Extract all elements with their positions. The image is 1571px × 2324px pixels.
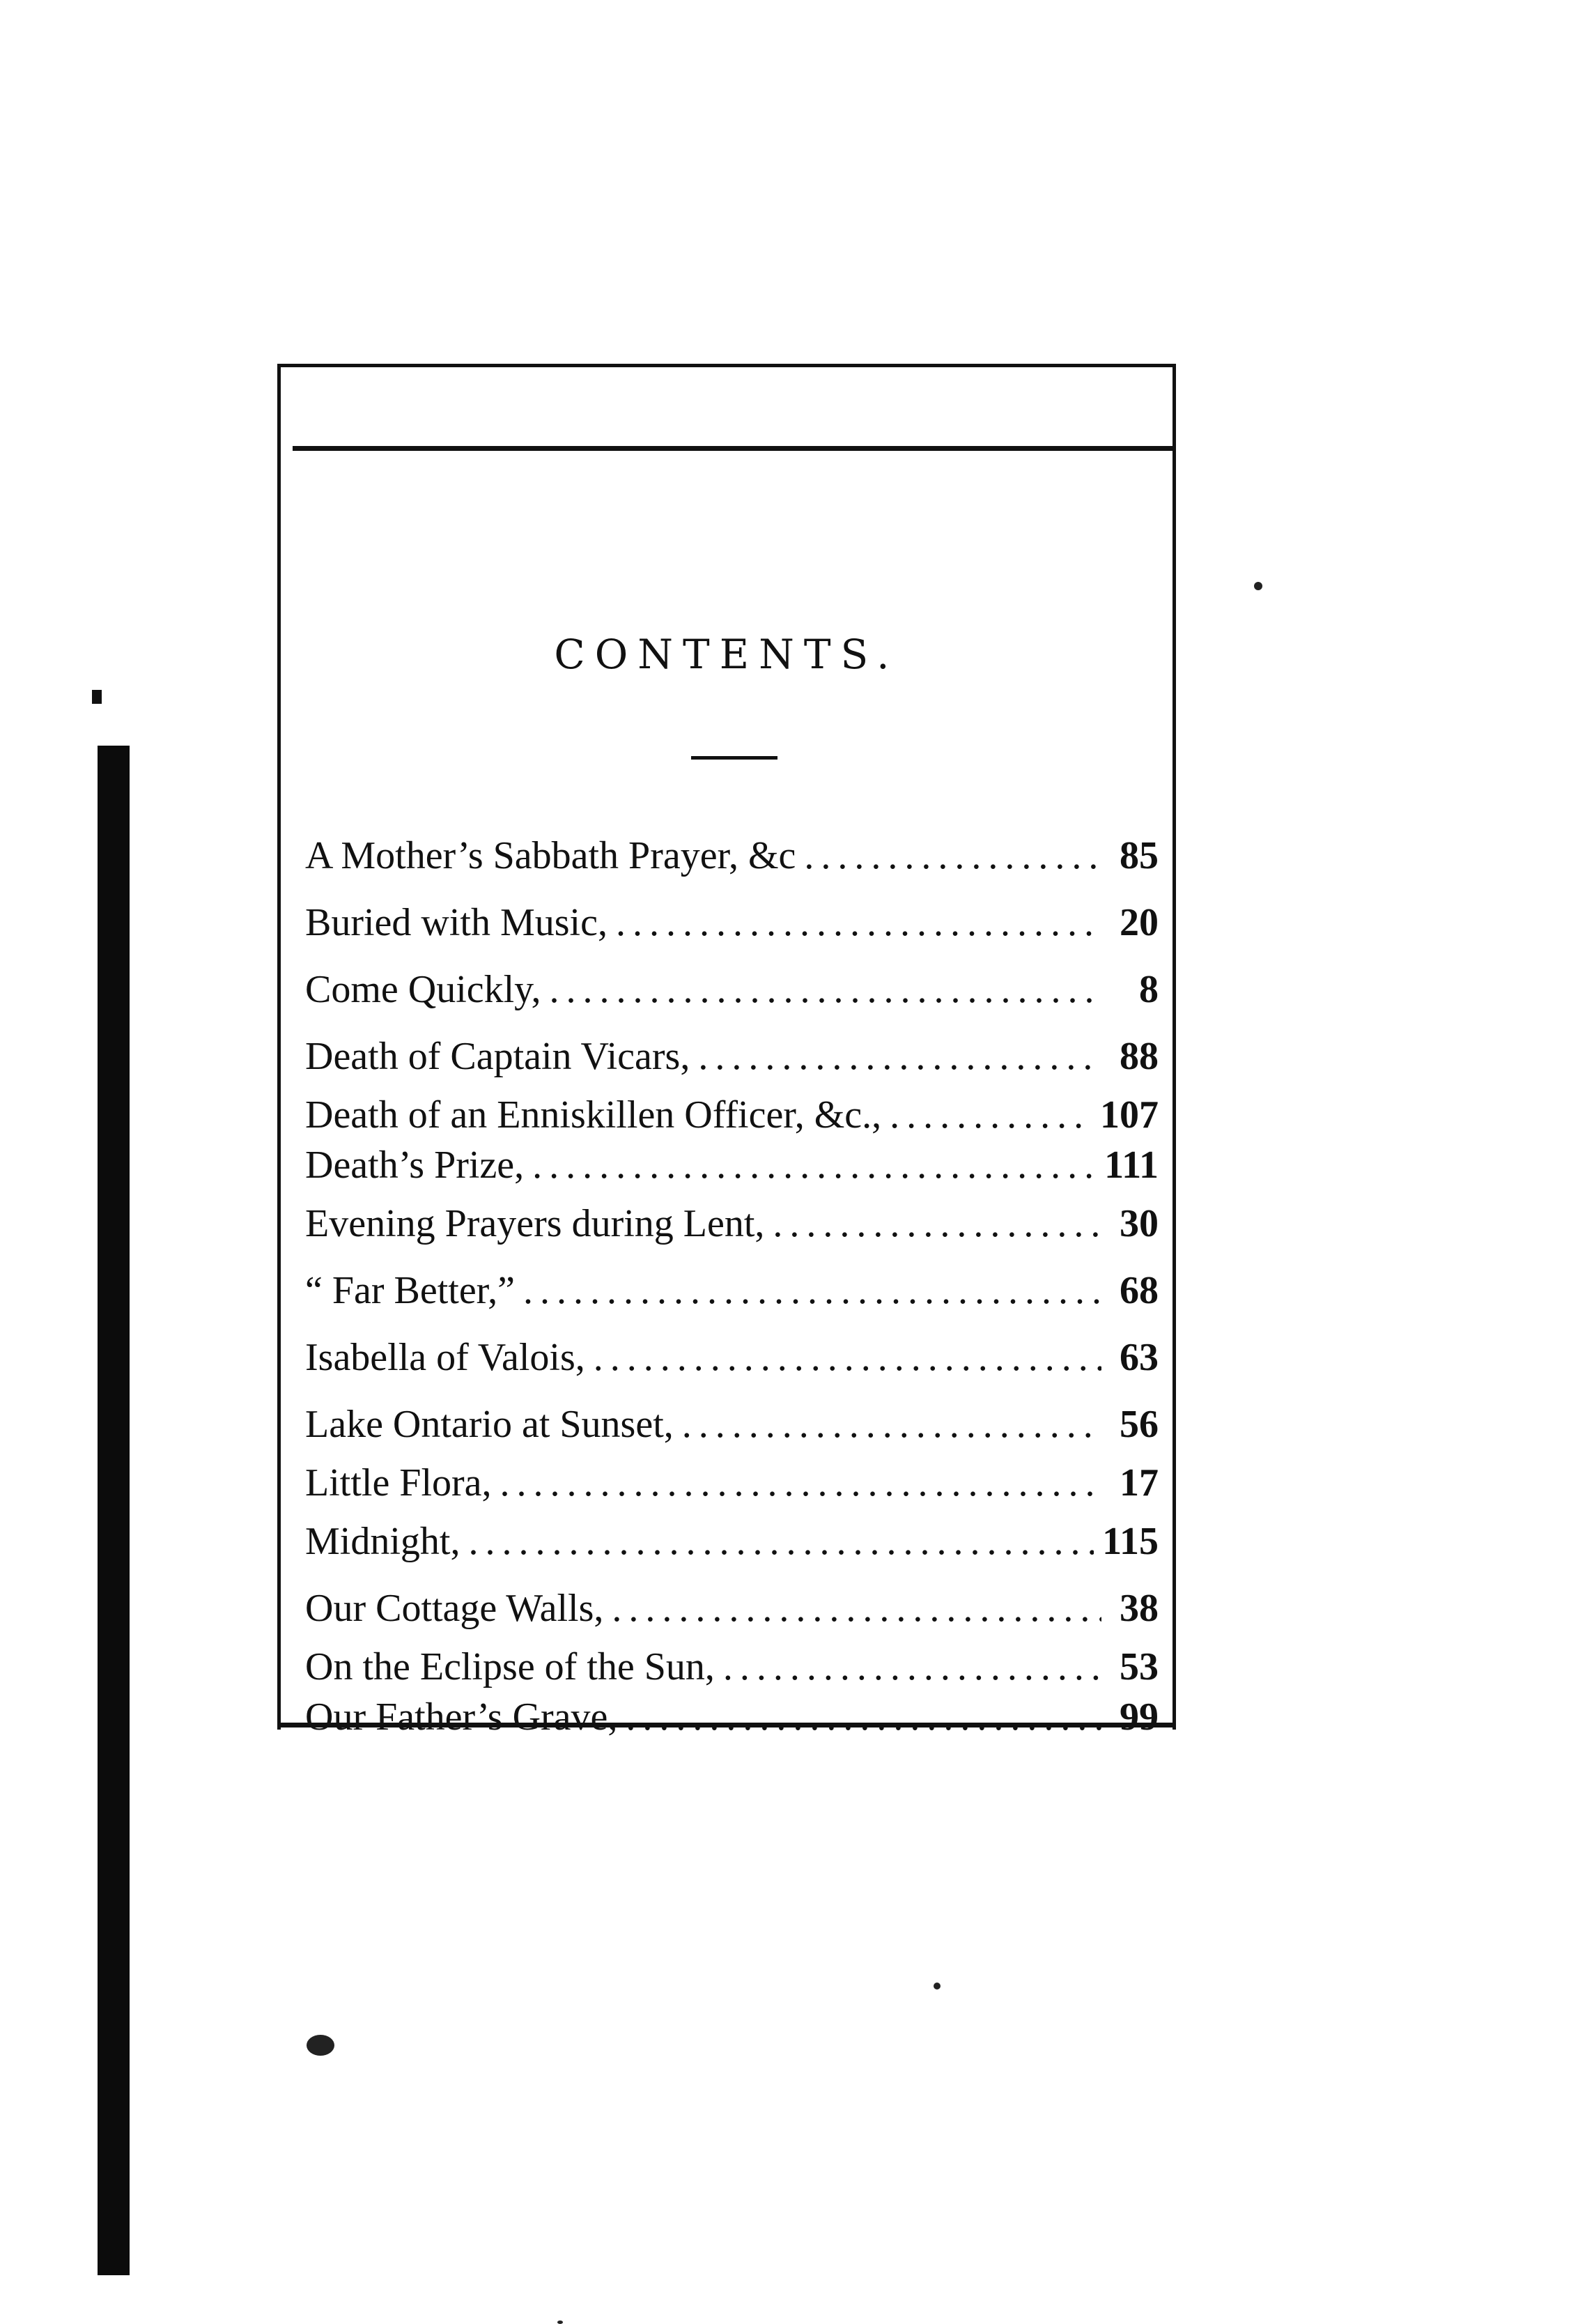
toc-entry-page: 68 (1120, 1269, 1159, 1312)
toc-entry-page: 107 (1100, 1093, 1159, 1137)
toc-entry-title: Our Father’s Grave, (305, 1695, 618, 1739)
dot-leader (804, 822, 1101, 889)
toc-entry-page: 111 (1104, 1144, 1159, 1187)
dot-leader (594, 1324, 1101, 1391)
toc-entry-title: Death’s Prize, (305, 1144, 525, 1187)
top-rule (277, 364, 1176, 367)
toc-entry (305, 1391, 1159, 1458)
toc-entry (305, 1692, 1159, 1742)
dot-leader (626, 1692, 1101, 1742)
toc-entry (305, 822, 1159, 889)
toc-entry-page: 8 (1139, 968, 1159, 1011)
toc-entry-page: 85 (1120, 834, 1159, 877)
ink-speck (307, 2035, 334, 2056)
heading-underline (691, 756, 777, 760)
dot-leader (616, 889, 1101, 956)
toc-entry (305, 1458, 1159, 1508)
toc-entry (305, 1090, 1159, 1140)
dot-leader (890, 1090, 1092, 1140)
toc-entry (305, 1190, 1159, 1257)
toc-entry-page: 30 (1120, 1202, 1159, 1245)
toc-entry-page: 115 (1102, 1520, 1159, 1563)
dot-leader (550, 956, 1101, 1023)
toc-entry-page: 63 (1120, 1336, 1159, 1379)
toc-entry (305, 1508, 1159, 1575)
dot-leader (723, 1642, 1101, 1692)
ink-speck (934, 1983, 941, 1990)
dot-leader (468, 1508, 1094, 1575)
toc-entry (305, 1023, 1159, 1090)
dot-leader (773, 1190, 1101, 1257)
toc-entry-page: 20 (1120, 901, 1159, 944)
header-rule (293, 446, 1174, 451)
toc-entry (305, 889, 1159, 956)
toc-entry-page: 53 (1120, 1645, 1159, 1688)
spine-mark (92, 690, 102, 704)
toc-entry-title: Come Quickly, (305, 968, 541, 1011)
toc-entry-title: Isabella of Valois, (305, 1336, 585, 1379)
book-spine-shadow (98, 746, 130, 2275)
toc-entry-page: 99 (1120, 1695, 1159, 1739)
dot-leader (682, 1391, 1101, 1458)
toc-entry-page: 88 (1120, 1035, 1159, 1078)
toc-entry (305, 1575, 1159, 1642)
toc-entry-title: Midnight, (305, 1520, 461, 1563)
toc-entry (305, 1257, 1159, 1324)
ink-speck (1254, 582, 1262, 590)
dot-leader (698, 1023, 1101, 1090)
toc-entry-title: Our Cottage Walls, (305, 1587, 604, 1630)
toc-entry-title: Lake Ontario at Sunset, (305, 1403, 674, 1446)
toc-entry-title: Death of an Enniskillen Officer, &c., (305, 1093, 882, 1137)
toc-entry-page: 17 (1120, 1461, 1159, 1505)
toc-entry-title: Buried with Music, (305, 901, 607, 944)
toc-entry (305, 1324, 1159, 1391)
toc-entry (305, 956, 1159, 1023)
toc-entry-title: A Mother’s Sabbath Prayer, &c (305, 834, 796, 877)
toc-entry-title: On the Eclipse of the Sun, (305, 1645, 715, 1688)
toc-entry-title: Little Flora, (305, 1461, 492, 1505)
dot-leader (523, 1257, 1101, 1324)
dot-leader (532, 1140, 1096, 1190)
toc-entry-title: “ Far Better,” (305, 1269, 515, 1312)
dot-leader (500, 1458, 1101, 1508)
contents-heading: CONTENTS. (554, 631, 899, 678)
toc-entry-title: Evening Prayers during Lent, (305, 1202, 765, 1245)
ink-speck (557, 2321, 563, 2324)
dot-leader (612, 1575, 1101, 1642)
toc-entry-title: Death of Captain Vicars, (305, 1035, 690, 1078)
toc-entry-page: 56 (1120, 1403, 1159, 1446)
toc-entry (305, 1642, 1159, 1692)
toc-entry (305, 1140, 1159, 1190)
table-of-contents (305, 822, 1159, 1742)
toc-entry-page: 38 (1120, 1587, 1159, 1630)
